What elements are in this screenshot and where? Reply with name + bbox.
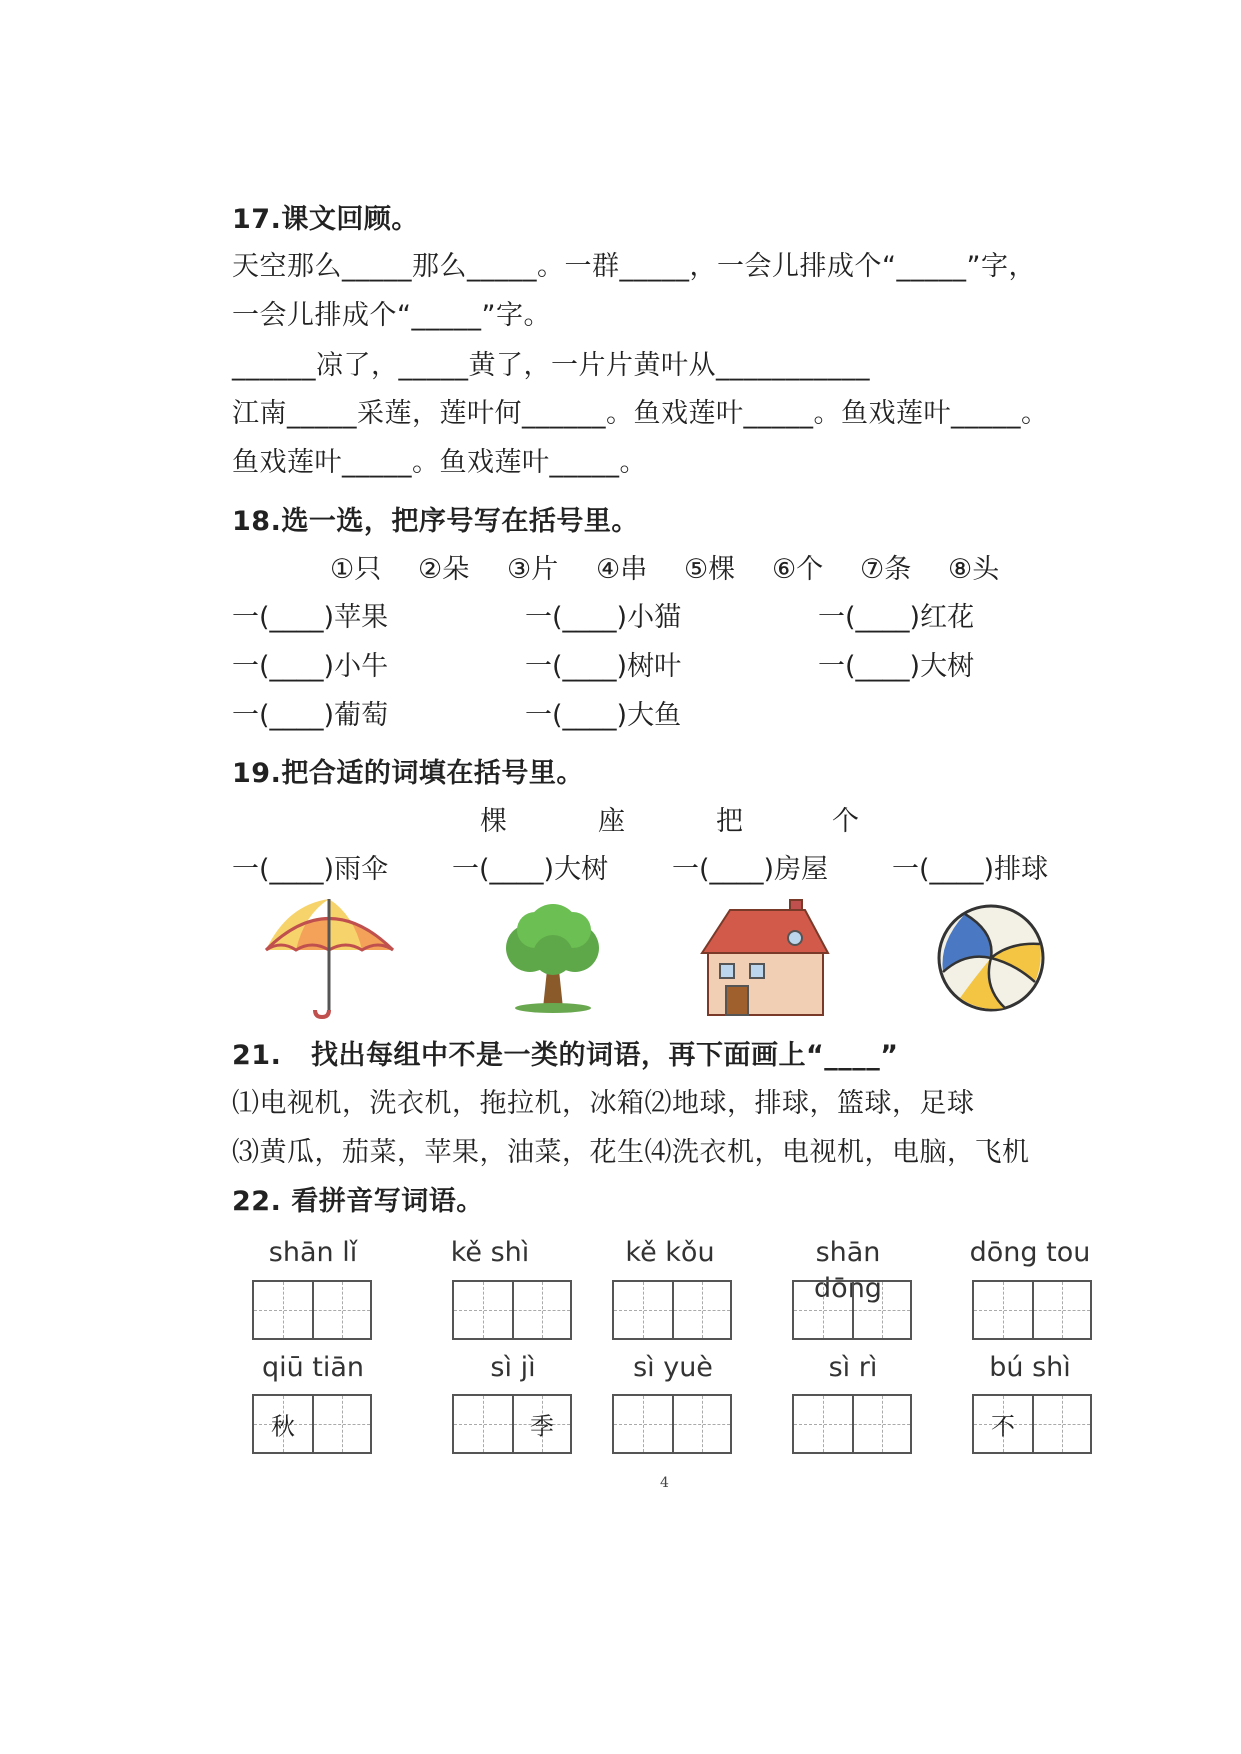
pinyin-label: shān dōng	[814, 1237, 882, 1304]
q17-line-2: 一会儿排成个“_____”字。	[232, 300, 551, 331]
q17-line-5: 鱼戏莲叶_____。鱼戏莲叶_____。	[232, 447, 647, 478]
q18-item: 一(____)葡萄	[232, 700, 389, 731]
q17-line-1: 天空那么_____那么_____。一群_____，一会儿排成个“_____”字，	[232, 251, 1036, 282]
q18-option: ⑦条	[860, 554, 912, 585]
pinyin-label: dōng tou	[969, 1237, 1091, 1268]
q18-item: 一(____)大鱼	[525, 700, 682, 731]
q21-line-2: ⑶黄瓜，茄菜，苹果，油菜，花生⑷洗衣机，电视机，电脑，飞机	[232, 1137, 1030, 1168]
volleyball-picture	[935, 902, 1047, 1014]
house-picture	[700, 898, 830, 1018]
writing-grid[interactable]	[792, 1394, 912, 1454]
grid-char: 季	[530, 1412, 554, 1441]
writing-grid[interactable]	[972, 1280, 1092, 1340]
q22-title: 22. 看拼音写词语。	[232, 1186, 484, 1217]
q18-item: 一(____)大树	[818, 651, 975, 682]
pinyin-label: kě kǒu	[625, 1237, 715, 1268]
pinyin-label: sì jì	[490, 1352, 536, 1383]
writing-grid[interactable]	[612, 1280, 732, 1340]
writing-grid[interactable]	[792, 1280, 912, 1340]
q18-title: 18.选一选，把序号写在括号里。	[232, 506, 639, 537]
writing-grid[interactable]	[252, 1280, 372, 1340]
pinyin-label: bú shì	[989, 1352, 1071, 1383]
pinyin-label: qiū tiān	[261, 1352, 365, 1383]
q19-title: 19.把合适的词填在括号里。	[232, 758, 584, 789]
q18-option: ④串	[596, 554, 648, 585]
umbrella-picture	[262, 895, 397, 1020]
q18-option: ⑧头	[948, 554, 1000, 585]
page-number: 4	[660, 1475, 669, 1491]
q19-word: 棵	[480, 806, 507, 837]
pinyin-label: sì yuè	[633, 1352, 713, 1383]
q17-line-4: 江南_____采莲，莲叶何______。鱼戏莲叶_____。鱼戏莲叶_____。	[232, 398, 1049, 429]
grid-char: 不	[991, 1412, 1015, 1441]
pinyin-label: sì rì	[828, 1352, 878, 1383]
q19-item: 一(____)雨伞	[232, 854, 389, 885]
q19-word: 座	[598, 806, 625, 837]
q18-item: 一(____)小牛	[232, 651, 389, 682]
q19-item: 一(____)大树	[452, 854, 609, 885]
q17-title: 17.课文回顾。	[232, 204, 419, 235]
writing-grid[interactable]	[252, 1394, 372, 1454]
q18-item: 一(____)树叶	[525, 651, 682, 682]
writing-grid[interactable]	[972, 1394, 1092, 1454]
q18-item: 一(____)小猫	[525, 602, 682, 633]
q18-option: ⑥个	[772, 554, 824, 585]
q19-item: 一(____)排球	[892, 854, 1049, 885]
q21-line-1: ⑴电视机，洗衣机，拖拉机，冰箱⑵地球，排球，篮球，足球	[232, 1088, 975, 1119]
grid-char: 秋	[271, 1412, 295, 1441]
q18-item: 一(____)苹果	[232, 602, 389, 633]
q19-item: 一(____)房屋	[672, 854, 829, 885]
q17-line-3: ______凉了，_____黄了，一片片黄叶从___________	[232, 350, 870, 381]
q18-option: ③片	[507, 554, 559, 585]
pinyin-label: kě shì	[450, 1237, 530, 1268]
q18-option: ②朵	[418, 554, 470, 585]
writing-grid[interactable]	[612, 1394, 732, 1454]
pinyin-label: shān lǐ	[268, 1237, 358, 1268]
writing-grid[interactable]	[452, 1280, 572, 1340]
q18-option: ①只	[330, 554, 382, 585]
q18-option: ⑤棵	[684, 554, 736, 585]
q19-word: 个	[832, 806, 859, 837]
tree-picture	[495, 900, 610, 1015]
q18-item: 一(____)红花	[818, 602, 975, 633]
q21-title: 21. 找出每组中不是一类的词语，再下面画上“____”	[232, 1040, 899, 1071]
writing-grid[interactable]	[452, 1394, 572, 1454]
q19-word: 把	[716, 806, 743, 837]
